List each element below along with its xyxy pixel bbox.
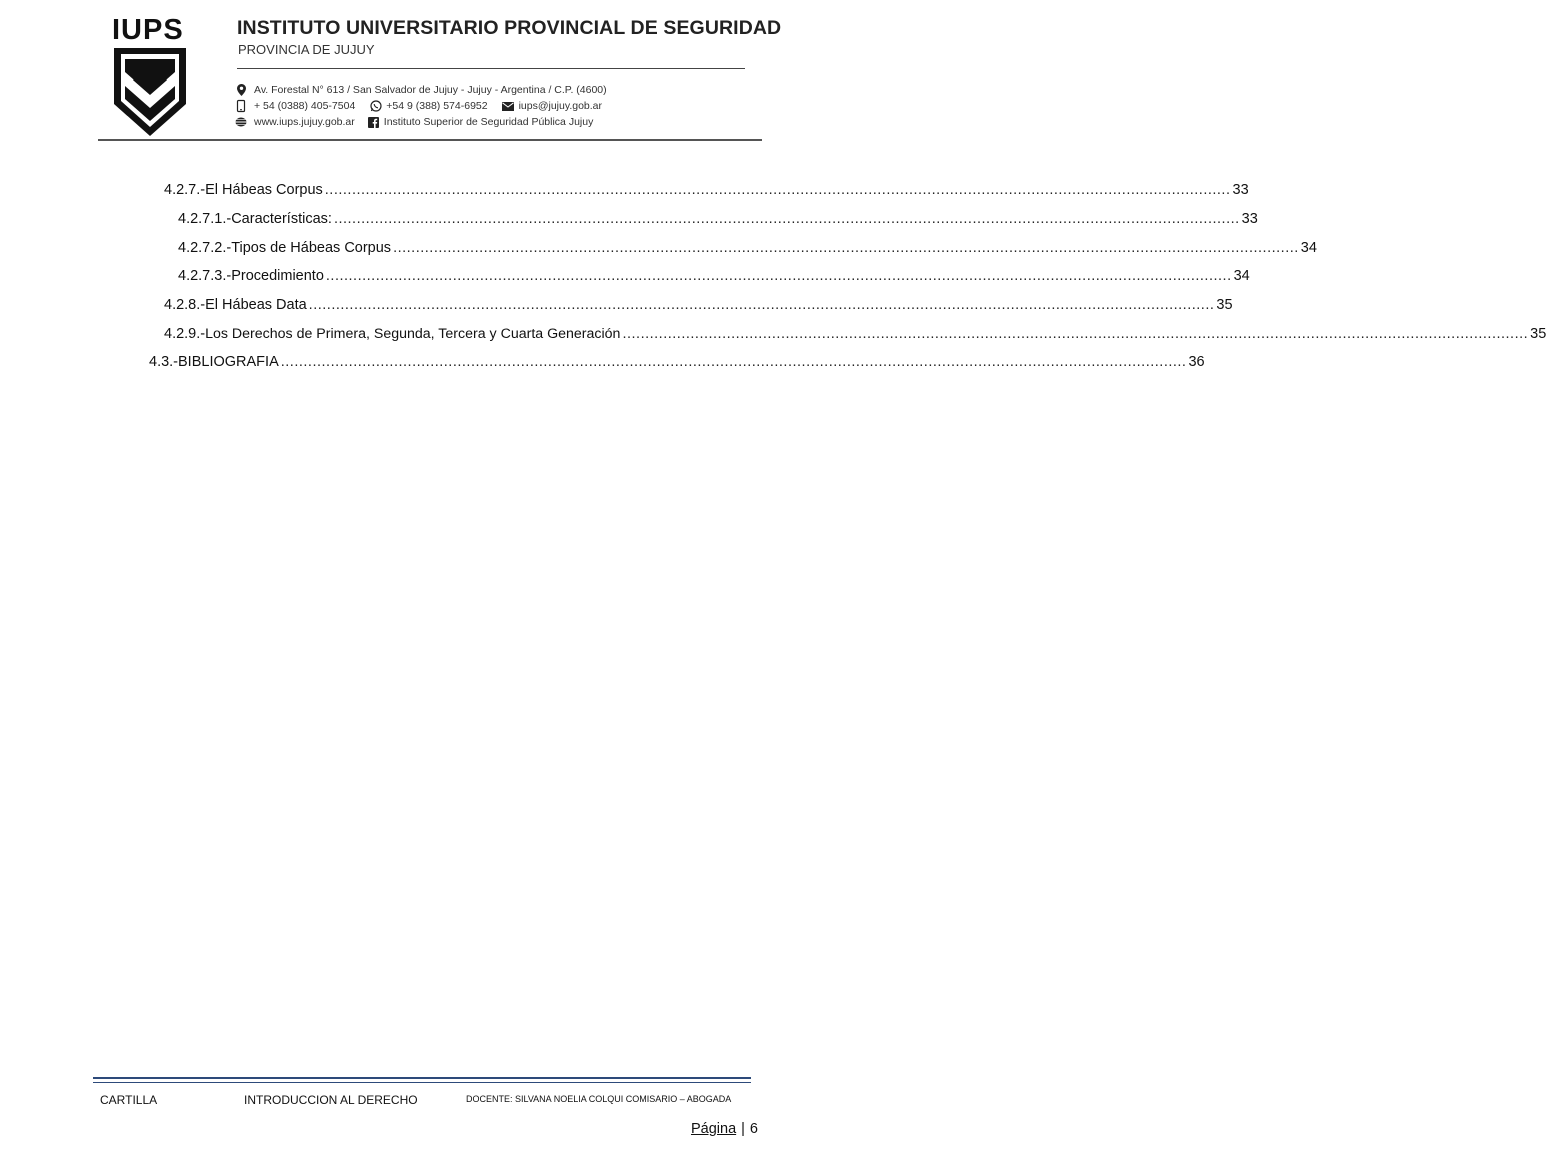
toc-entry[interactable]: [178, 264, 1250, 284]
logo-text: IUPS: [112, 14, 184, 46]
contact-row: [234, 100, 602, 112]
toc-number: 4.3.-: [149, 354, 179, 370]
toc-entry[interactable]: [178, 236, 1317, 256]
address-text: Av. Forestal N° 613 / San Salvador de Jujuy - Jujuy - Argentina / C.P. (4600): [254, 84, 607, 96]
toc-page: 36: [1188, 354, 1205, 370]
toc-leader-dots: ........................................................................................................................................................................................................: [308, 297, 1215, 313]
toc-title: Procedimiento: [231, 268, 324, 284]
toc-leader-dots: ........................................................................................................................................................................................................: [280, 354, 1187, 370]
toc-leader-dots: ........................................................................................................................................................................................................: [622, 326, 1529, 342]
shield-logo-icon: [112, 46, 188, 138]
toc-number: 4.2.7.3.-: [178, 268, 232, 284]
toc-entry[interactable]: [164, 322, 1546, 342]
toc-leader-dots: ........................................................................................................................................................................................................: [325, 268, 1232, 284]
toc-title: Características:: [231, 211, 332, 227]
whatsapp-icon: [369, 100, 382, 112]
footer-teacher: DOCENTE: SILVANA NOELIA COLQUI COMISARIO – ABOGADA: [466, 1094, 732, 1104]
toc-page: 35: [1216, 297, 1233, 313]
footer-course-title: INTRODUCCION AL DERECHO: [244, 1093, 418, 1107]
page-number: [691, 1121, 758, 1137]
footer-divider-thin: [93, 1082, 751, 1083]
facebook-icon: [367, 116, 380, 128]
toc-page: 33: [1241, 211, 1258, 227]
phone-text: + 54 (0388) 405-7504: [254, 100, 356, 112]
page-separator: |: [741, 1121, 745, 1137]
toc-leader-dots: ........................................................................................................................................................................................................: [333, 211, 1240, 227]
toc-leader-dots: ........................................................................................................................................................................................................: [324, 182, 1231, 198]
email-link[interactable]: iups@jujuy.gob.ar: [518, 100, 603, 112]
footer-divider: [93, 1077, 751, 1079]
province-name: PROVINCIA DE JUJUY: [238, 42, 375, 57]
toc-leader-dots: ........................................................................................................................................................................................................: [393, 240, 1299, 256]
toc-entry[interactable]: [178, 207, 1258, 227]
institution-name: INSTITUTO UNIVERSITARIO PROVINCIAL DE SEGURIDAD: [237, 17, 782, 39]
envelope-icon: [502, 100, 515, 112]
page-label: Página: [690, 1121, 737, 1137]
map-pin-icon: [234, 84, 248, 96]
toc-number: 4.2.8.-: [164, 297, 206, 313]
web-row: [234, 116, 593, 128]
toc-page: 35: [1530, 326, 1546, 342]
toc-entry[interactable]: [164, 293, 1233, 313]
toc-title: El Hábeas Data: [205, 297, 307, 313]
toc-page: 34: [1233, 268, 1250, 284]
header-divider: [98, 139, 762, 141]
phone-icon: [234, 100, 248, 112]
toc-entry[interactable]: [149, 350, 1205, 370]
page-number-value: 6: [749, 1121, 758, 1137]
website-link[interactable]: www.iups.jujuy.gob.ar: [254, 116, 355, 128]
toc-title: BIBLIOGRAFIA: [178, 354, 279, 370]
toc-number: 4.2.7.-: [164, 182, 206, 198]
toc-page: 34: [1300, 240, 1317, 256]
toc-title: El Hábeas Corpus: [205, 182, 323, 198]
title-divider: [237, 68, 745, 69]
address-row: [234, 84, 607, 96]
whatsapp-text: +54 9 (388) 574-6952: [386, 100, 488, 112]
globe-icon: [234, 116, 248, 128]
toc-number: 4.2.9.-: [164, 326, 206, 342]
toc-number: 4.2.7.1.-: [178, 211, 232, 227]
toc-page: 33: [1232, 182, 1249, 198]
footer-cartilla: CARTILLA: [100, 1093, 158, 1107]
toc-entry[interactable]: [164, 178, 1249, 198]
toc-number: 4.2.7.2.-: [178, 240, 232, 256]
toc-title: Los Derechos de Primera, Segunda, Tercera y Cuarta Generación: [205, 326, 621, 342]
facebook-link[interactable]: Instituto Superior de Seguridad Pública Jujuy: [383, 116, 594, 128]
toc-title: Tipos de Hábeas Corpus: [231, 240, 392, 256]
